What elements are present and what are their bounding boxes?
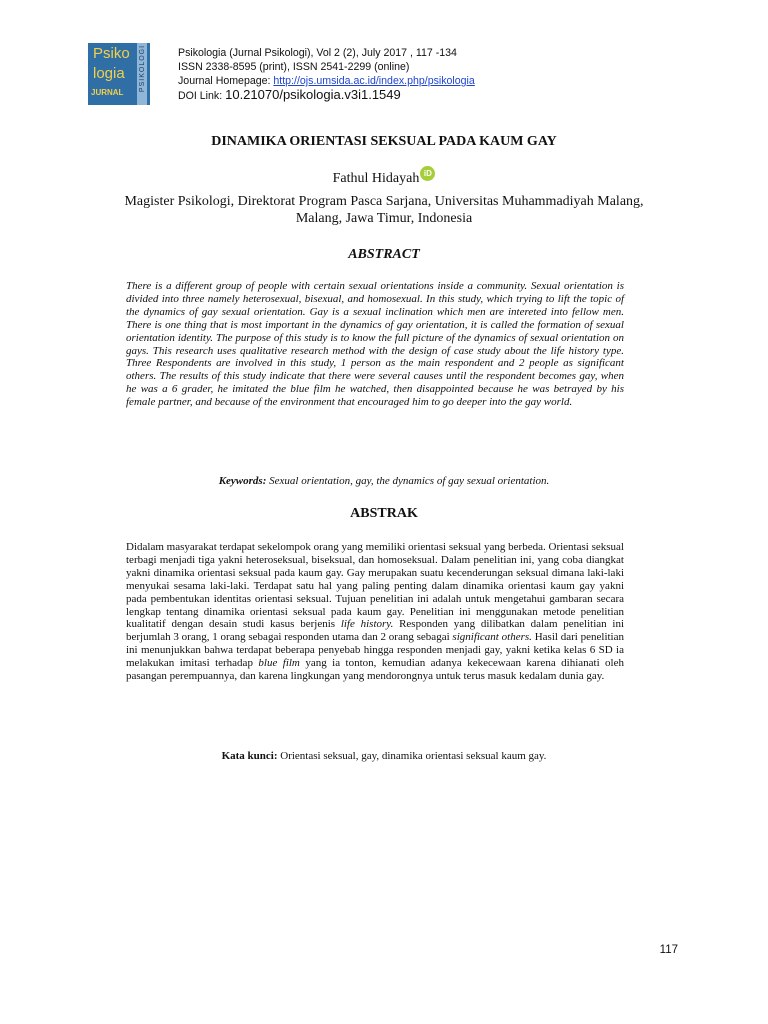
abstrak-text-part4: yang ia tonton, kemudian adanya kekecewaan karena dihianati oleh pasangan perempuannya, dan karena lingkungan yang mendorongnya untuk terus masuk kedalam dunia gay. — [126, 657, 624, 683]
author-line — [0, 166, 768, 187]
author-name: Fathul Hidayah — [332, 171, 420, 186]
abstrak-text-part3: Hasil dari penelitian ini menunjukkan bahwa terdapat beberapa penyebab hingga responden menjadi gay, yakni ketika kelas 6 SD ia melakukan imitasi terhadap — [126, 631, 624, 670]
kata-kunci-text: Orientasi seksual, gay, dinamika orientasi seksual kaum gay. — [277, 750, 547, 762]
abstrak-italic-significant-others: significant others. — [452, 631, 532, 644]
doi-line — [178, 88, 475, 103]
abstrak-text — [126, 541, 624, 683]
homepage-label: Journal Homepage: — [178, 75, 274, 87]
logo-text-line3: JURNAL — [91, 88, 124, 97]
issn-line: ISSN 2338-8595 (print), ISSN 2541-2299 (online) — [178, 61, 410, 73]
keywords-line — [0, 475, 768, 487]
keywords-label: Keywords: — [218, 475, 267, 487]
citation-line: Psikologia (Jurnal Psikologi), Vol 2 (2), July 2017 , 117 -134 — [178, 47, 457, 59]
abstrak-text-part2: Responden yang dilibatkan dalam penelitian ini berjumlah 3 orang, 1 orang sebagai responden utama dan 2 orang sebagai — [126, 618, 625, 644]
logo-vertical-text: PSIKOLOGI — [138, 44, 146, 93]
page-number: 117 — [659, 944, 678, 956]
logo-text-line2: logia — [93, 65, 125, 82]
abstract-text: There is a different group of people with certain sexual orientations inside a community. Sexual orientation is divided into three namely heterosexual, bisexual, and homosexual. In this study, which trying to lift the topic of the dynamics of gay sexual orientation. Gay is a sexual inclination which men are intereted into fellow men. There is one thing that is most important in the dynamics of gay orientation, it is called the formation of sexual orientation identity. The purpose of this study is to know the full picture of the dynamics of sexual orientation on gays. This research uses qualitative research method with the design of case study about the life history type. Three Respondents are involved in this study, 1 person as the main respondent and 2 people as significant others. The results of this study indicate that there were several causes until the respondent becomes gay, when he was a 6 grader, he imitated the blue film he watched, then disappointed because he was betrayed by his female partner, and because of the environment that encouraged him to go deeper into the gay world. — [126, 280, 624, 409]
doi-value[interactable]: 10.21070/psikologia.v3i1.1549 — [225, 87, 401, 102]
abstrak-heading: ABSTRAK — [350, 506, 418, 521]
kata-kunci-label: Kata kunci: — [221, 750, 278, 762]
affiliation: Magister Psikologi, Direktorat Program Pasca Sarjana, Universitas Muhammadiyah Malang, Malang, Jawa Timur, Indonesia — [124, 194, 644, 226]
homepage-link[interactable]: http://ojs.umsida.ac.id/index.php/psikologia — [273, 75, 475, 87]
orcid-icon[interactable]: iD — [420, 166, 435, 181]
abstract-heading: ABSTRACT — [348, 247, 420, 262]
journal-header — [178, 46, 475, 103]
journal-logo — [88, 43, 150, 105]
abstrak-italic-life-history: life history. — [340, 618, 394, 631]
logo-text-line1: Psiko — [93, 45, 130, 62]
homepage-line — [178, 74, 475, 88]
abstrak-italic-blue-film: blue film — [258, 657, 300, 670]
doi-label: DOI Link: — [178, 90, 226, 102]
kata-kunci-line — [0, 750, 768, 762]
keywords-text: Sexual orientation, gay, the dynamics of gay sexual orientation. — [266, 475, 550, 487]
abstrak-text-part1: Didalam masyarakat terdapat sekelompok orang yang memiliki orientasi seksual yang berbeda. Orientasi seksual terbagi menjadi tiga yakni heteroseksual, biseksual, dan homoseksual. Dalam penelitian ini, yang coba diangkat yakni dinamika orientasi seksual pada kaum gay. Gay merupakan suatu kecenderungan seksual dimana laki-laki menyukai sesama laki-laki. Terdapat satu hal yang paling penting dalam dinamika orientasi kaum gay yakni pada pembentukan identitas orientasi seksual. Tujuan penelitian ini adalah untuk mengetahui gambaran secara lengkap tentang dinamika orientasi seksual pada kaum gay. Penelitian ini menggunakan metode penelitian kualitatif dengan desain studi kasus berjenis — [126, 541, 624, 631]
paper-title: DINAMIKA ORIENTASI SEKSUAL PADA KAUM GAY — [211, 134, 557, 149]
